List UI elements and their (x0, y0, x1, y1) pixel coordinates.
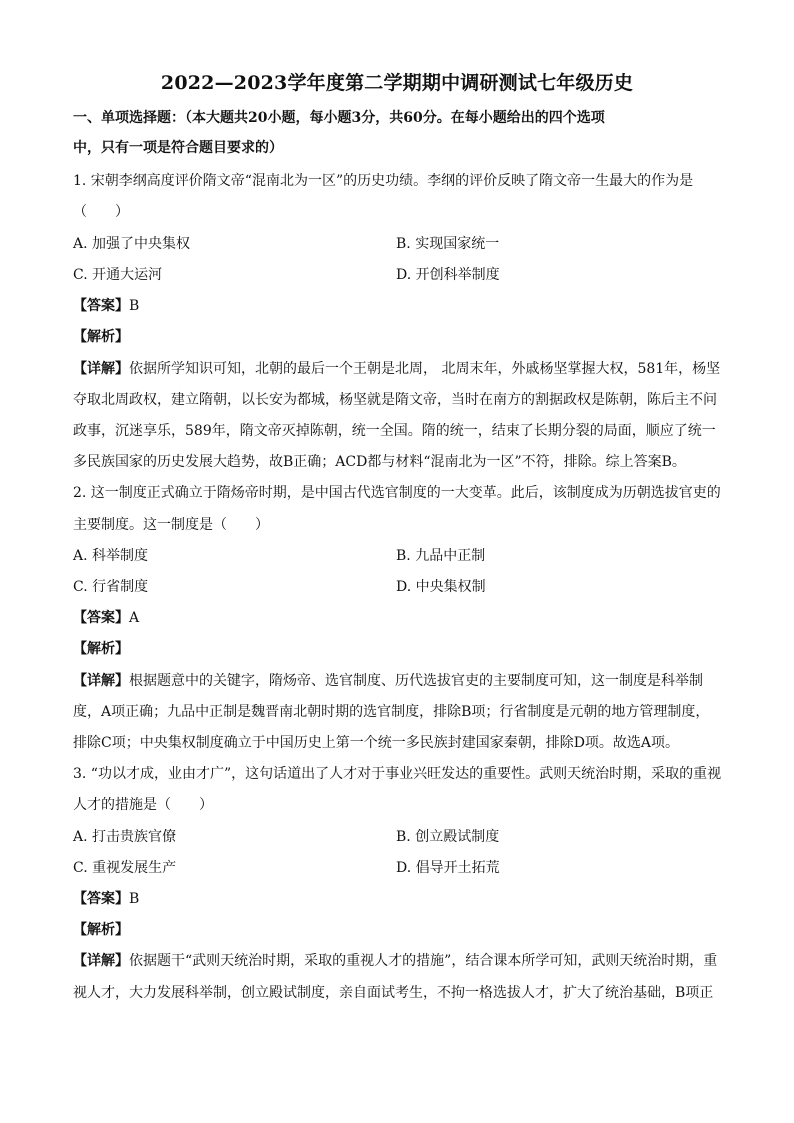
question-3-detail-line-1 (73, 951, 723, 971)
detail-text: 依据所学知识可知，北朝的最后一个王朝是北周， 北周末年，外戚杨坚掌握大权，581年，杨坚 (129, 361, 721, 377)
answer-value: B (129, 298, 140, 314)
question-1-option-d: D. 开创科举制度 (396, 267, 500, 283)
question-2-option-c: C. 行省制度 (73, 579, 149, 595)
answer-tag: 【答案】 (73, 891, 129, 907)
question-2-option-a: A. 科举制度 (73, 548, 149, 564)
question-2-option-d: D. 中央集权制 (396, 579, 486, 595)
answer-tag: 【答案】 (73, 298, 129, 314)
detail-tag: 【详解】 (73, 953, 129, 969)
detail-tag: 【详解】 (73, 361, 129, 377)
question-3-option-c: C. 重视发展生产 (73, 860, 177, 876)
question-3-option-b: B. 创立殿试制度 (396, 829, 500, 845)
question-1-option-b: B. 实现国家统一 (396, 236, 500, 252)
question-1-detail-line-3: 政事，沉迷享乐，589年，隋文帝灭掉陈朝，统一全国。隋的统一，结束了长期分裂的局面，顺应了统一 (73, 423, 716, 439)
question-3-detail-line-2: 视人才，大力发展科举制，创立殿试制度，亲自面试考生，不拘一格选拔人才，扩大了统治基础，B项正 (73, 985, 714, 1001)
section-header-line-2: 中，只有一项是符合题目要求的） (73, 140, 283, 156)
answer-value: B (129, 891, 140, 907)
question-1-option-a: A. 加强了中央集权 (73, 236, 191, 252)
question-2-analysis-tag: 【解析】 (73, 641, 129, 657)
question-3-stem-line-2: 人才的措施是（ ） (73, 797, 213, 813)
question-3-stem-line-1: 3. “功以才成，业由才广”，这句话道出了人才对于事业兴旺发达的重要性。武则天统治时期，采取的重视 (73, 766, 722, 782)
question-1-answer (73, 296, 723, 316)
question-3-answer (73, 889, 723, 909)
answer-value: A (129, 610, 140, 626)
question-1-analysis-tag: 【解析】 (73, 329, 129, 345)
section-header-line-1: 一、单项选择题：（本大题共20小题，每小题3分，共60分。在每小题给出的四个选项 (73, 110, 605, 126)
answer-tag: 【答案】 (73, 610, 129, 626)
detail-text: 根据题意中的关键字，隋炀帝、选官制度、历代选拔官吏的主要制度可知，这一制度是科举制 (129, 673, 703, 689)
question-1-detail-line-2: 夺取北周政权，建立隋朝，以长安为都城，杨坚就是隋文帝，当时在南方的割据政权是陈朝，陈后主不问 (73, 392, 717, 408)
question-3-option-d: D. 倡导开土拓荒 (396, 860, 500, 876)
question-2-detail-line-2: 度，A项正确；九品中正制是魏晋南北朝时期的选官制度，排除B项；行省制度是元朝的地方管理制度， (73, 704, 710, 720)
question-1-stem-line-2: （ ） (73, 204, 129, 220)
question-1-detail-line-1 (73, 359, 723, 379)
question-2-detail-line-3: 排除C项；中央集权制度确立于中国历史上第一个统一多民族封建国家秦朝，排除D项。故选A项。 (73, 735, 680, 751)
question-1-detail-line-4: 多民族国家的历史发展大趋势，故B正确；ACD都与材料“混南北为一区”不符，排除。综上答案B。 (73, 454, 686, 470)
question-2-stem-line-2: 主要制度。这一制度是（ ） (73, 517, 269, 533)
question-3-option-a: A. 打击贵族官僚 (73, 829, 177, 845)
question-2-detail-line-1 (73, 671, 723, 691)
question-2-answer (73, 608, 723, 628)
detail-tag: 【详解】 (73, 673, 129, 689)
page-title: 2022—2023学年度第二学期期中调研测试七年级历史 (160, 72, 634, 94)
question-1-option-c: C. 开通大运河 (73, 267, 163, 283)
question-1-stem-line-1: 1. 宋朝李纲高度评价隋文帝“混南北为一区”的历史功绩。李纲的评价反映了隋文帝一生最大的作为是 (73, 173, 694, 189)
question-2-stem-line-1: 2. 这一制度正式确立于隋炀帝时期，是中国古代选官制度的一大变革。此后，该制度成为历朝选拔官吏的 (73, 485, 721, 501)
detail-text: 依据题干“武则天统治时期，采取的重视人才的措施”，结合课本所学可知，武则天统治时期，重 (129, 953, 718, 969)
question-3-analysis-tag: 【解析】 (73, 922, 129, 938)
question-2-option-b: B. 九品中正制 (396, 548, 486, 564)
